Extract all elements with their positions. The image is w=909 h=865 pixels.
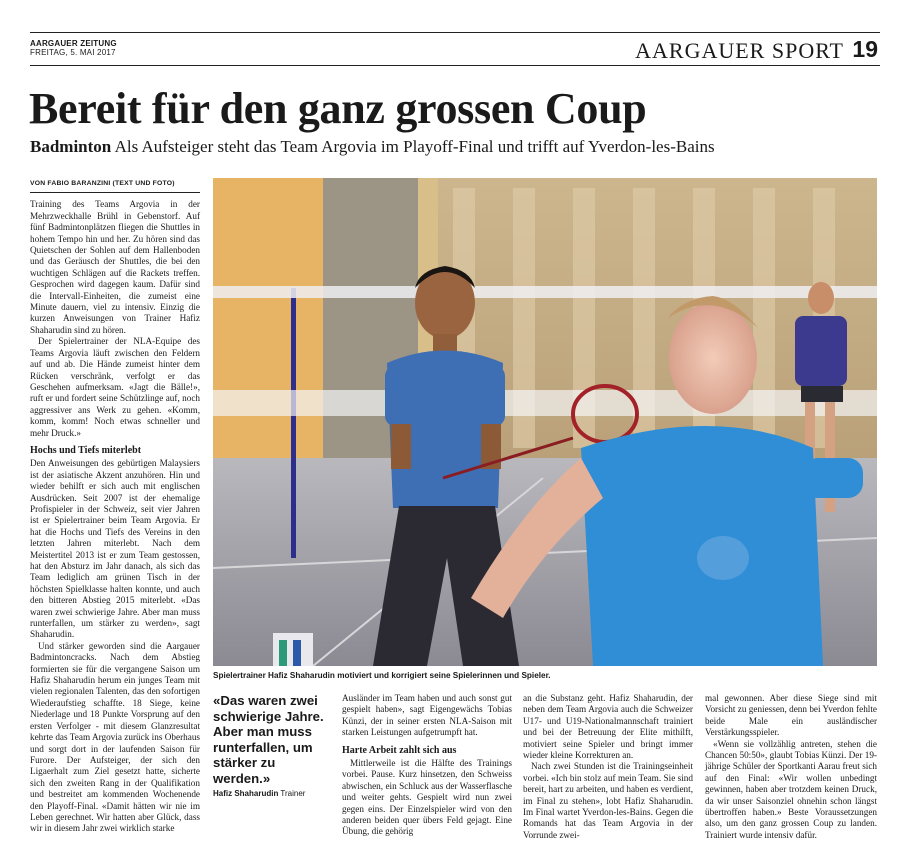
pull-quote-author [213, 789, 331, 798]
byline: VON FABIO BARANZINI (TEXT UND FOTO) [30, 178, 200, 193]
paragraph: Und stärker geworden sind die Aargauer Badmintoncracks. Nach dem Abstieg formierten sie für die vergangene Saison um Hafiz Shaharudin herum ein junges Team mit vielen regionalen Talenten, das den sofortigen Wiederaufstieg schaffte. 18 Siege, keine Niederlage und 18 Punkte Vorsprung auf den ersten Verfolger - mit diesem Glanzresultat kehrte das Team Argovia zurück ins Oberhaus und sorgt dort in der laufenden Saison für Furore. Der Aufsteiger, der sich den Ligaerhalt zum Ziel gesetzt hatte, sicherte sich den zweiten Rang in der Qualifikation und bestreitet am kommenden Wochenende den Playoff-Final. «Damit hätten wir nie im Leben gerechnet. Wir hatten aber Glück, dass wir in diesem Jahr zwei wirklich starke [30, 640, 200, 834]
paragraph: «Wenn sie vollzählig antreten, stehen die Chancen 50:50», glaubt Tobias Künzi. Der 19-jährige Schüler der Sportkanti Aarau freut sich auf den Final: «Wir wollen unbedingt gewinnen, haben aber trotzdem keinen Druck, da wir unser Saisonziel ohnehin schon längst übertroffen haben.» Beste Voraussetzungen also, um den ganz grossen Coup zu landen. Trainiert wurde intensiv dafür. [705, 738, 877, 840]
pull-quote-text: «Das waren zwei schwierige Jahre. Aber man muss runterfallen, um stärker zu werden.» [213, 693, 324, 786]
paragraph: Training des Teams Argovia in der Mehrzweckhalle Brühl in Gebenstorf. Auf fünf Badmintonplätzen fliegen die Shuttles in hohem Tempo hin und her. Zu hören sind das Quietschen der Sohlen auf dem Hallenboden und das Geräusch der Shuttles, die bei den wuchtigen Schlägen auf die Rackets treffen. Gesprochen wird dagegen kaum. Dafür sind die Intervall-Einheiten, die zumeist eine Minute dauern, viel zu intensiv. Einzig die kurzen Anweisungen von Trainer Hafiz Shaharudin sind zu hören. [30, 199, 200, 335]
paragraph: Der Spielertrainer der NLA-Equipe des Teams Argovia läuft zwischen den Feldern auf und ab. Die Hände zumeist hinter dem Rücken verschränk, verfolgt er das Geschehen aufmerksam. «Jagt die Bälle!», ruft er und fordert seine Schützlinge auf, noch aggressiver ans Werk zu gehen. «Komm, komm, komm! Noch etwas schneller und mehr Druck.» [30, 336, 200, 438]
paragraph: Ausländer im Team haben und auch sonst gut gespielt haben», sagt Eigengewächs Tobias Künzi, der in seiner ersten NLA-Saison mit starken Leistungen aufgetrumpft hat. [342, 693, 512, 738]
article-photo [213, 178, 877, 666]
paragraph: mal gewonnen. Aber diese Siege sind mit Vorsicht zu geniessen, denn bei Yverdon fehlte beide Male ein ausländischer Verstärkungsspieler. [705, 693, 877, 738]
page-header [30, 32, 880, 66]
pull-quote-author-role: Trainer [280, 789, 306, 798]
paragraph: Nach zwei Stunden ist die Trainingseinheit vorbei. «Ich bin stolz auf mein Team. Sie sind bereit, hart zu arbeiten, und haben es verdient, im Final zu stehen», lobt Hafiz Shaharudin. Im Final wartet Yverdon-les-Bains. Gegen die Romands hat das Team Argovia in der Vorrunde zwei- [523, 761, 693, 840]
masthead [30, 39, 117, 57]
article-column-1 [30, 178, 200, 835]
paragraph: an die Substanz geht. Hafiz Shaharudin, der neben dem Team Argovia auch die Schweizer U17- und U19-Nationalmannschaft trainiert und bei der Betreuung der Elite mithilft, motiviert seine Spieler und bringt immer wieder kleine Korrekturen an. [523, 693, 693, 761]
kicker: Badminton [30, 137, 112, 156]
photo-caption: Spielertrainer Hafiz Shaharudin motiviert und korrigiert seine Spielerinnen und Spieler. [213, 671, 551, 680]
article-column-5 [705, 693, 877, 841]
subheading: Hochs und Tiefs miterlebt [30, 444, 142, 456]
pull-quote-author-name: Hafiz Shaharudin [213, 789, 279, 798]
subheadline-text: Als Aufsteiger steht das Team Argovia im Playoff-Final und trifft auf Yverdon-les-Bains [114, 137, 715, 156]
paragraph: Den Anweisungen des gebürtigen Malaysiers ist der asiatische Akzent anzuhören. Hin und wieder behilft er sich auch mit englischen Ausdrücken. Seit 2007 ist der ehemalige Profispieler in der Schweiz, seit vier Jahren ist er Spielertrainer beim Team Argovia. Er hat die Hochs und Tiefs des Vereins in den letzten Jahren miterlebt. Nach dem Meistertitel 2013 ist er zum Team gestossen, hat den Absturz im Jahr danach, als sich das Team lediglich am grünen Tisch in der höchsten Spielklasse halten konnte, und auch den bitteren Abstieg 2015 miterlebt. «Das waren zwei schwierige Jahre. Aber man muss runterfallen, um stärker zu werden», sagt Shaharudin. [30, 458, 200, 640]
issue-date: FREITAG, 5. MAI 2017 [30, 48, 116, 57]
headline: Bereit für den ganz grossen Coup [29, 84, 647, 133]
page-number: 19 [852, 36, 878, 62]
subheadline [30, 137, 715, 157]
subheading: Harte Arbeit zahlt sich aus [342, 744, 457, 756]
pull-quote [213, 693, 331, 798]
paragraph: Mittlerweile ist die Hälfte des Trainings vorbei. Pause. Kurz hinsetzen, den Schweiss abwischen, ein Schluck aus der Wasserflasche und weiter gehts. Gespielt wird nun zwei gegen eins. Der Einzelspieler wird von den anderen beiden quer übers Feld gejagt. Eine Übung, die gehörig [342, 758, 512, 837]
article-column-4 [523, 693, 693, 841]
section-title: AARGAUER SPORT [635, 38, 844, 63]
article-column-3 [342, 693, 512, 838]
paper-name: AARGAUER ZEITUNG [30, 39, 117, 48]
